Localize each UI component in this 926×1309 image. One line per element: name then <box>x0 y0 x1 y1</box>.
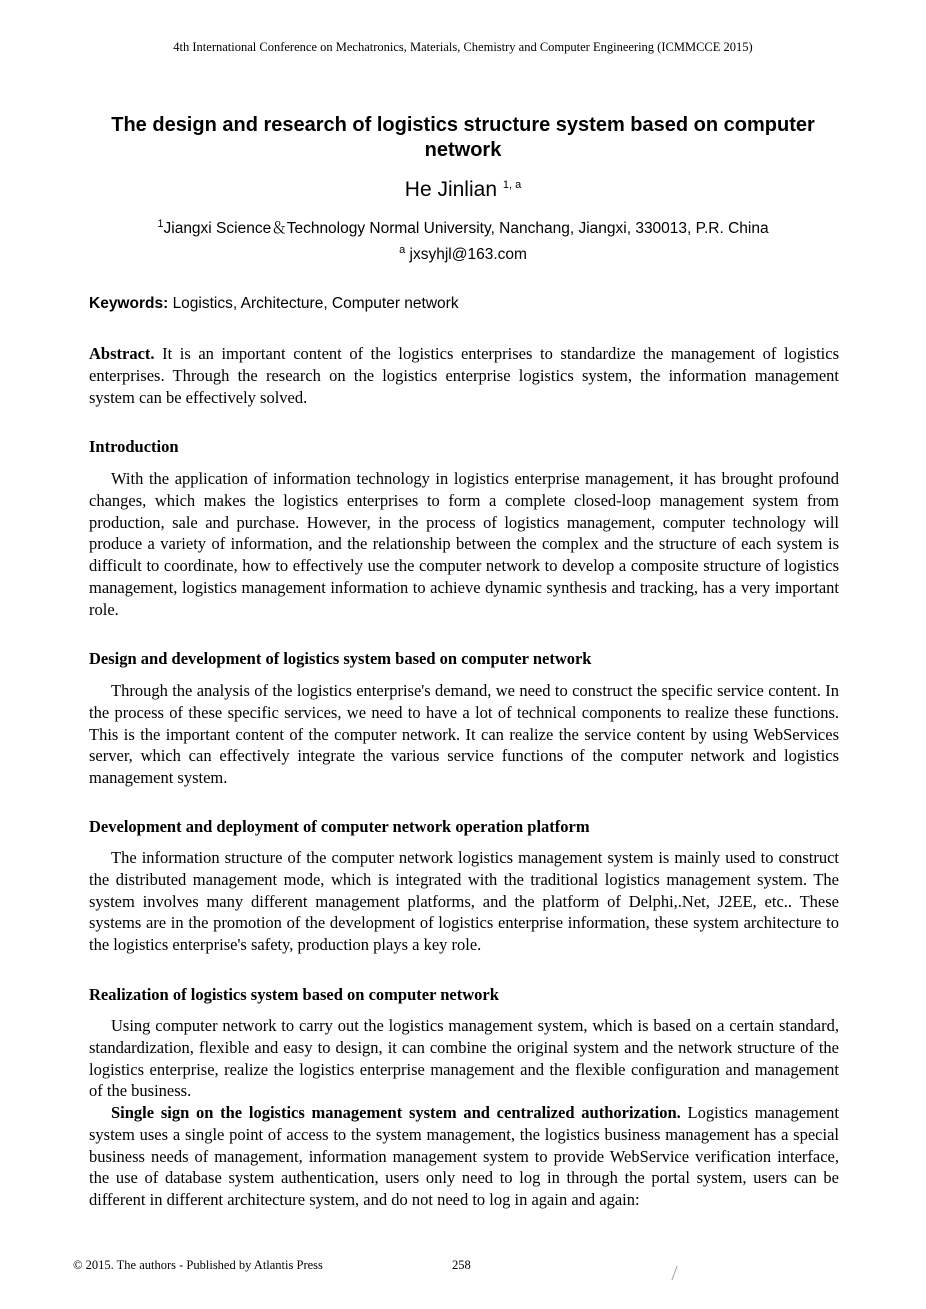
footer-mark <box>671 1266 683 1280</box>
footer-page-number: 258 <box>452 1258 471 1272</box>
sso-paragraph <box>89 1102 839 1211</box>
affiliation-superscript: 1 <box>157 217 164 230</box>
heading-realization: Realization of logistics system based on computer network <box>89 985 499 1004</box>
keywords-label: Keywords: <box>89 295 169 312</box>
introduction-paragraph: With the application of information technology in logistics enterprise management, it has brought profound changes, which makes the logistics enterprises to form a complete closed-loop management system from production, sale and purchase. However, in the process of logistics management, computer technology will produce a variety of information, and the relationship between the complex and the structure of each system is difficult to coordinate, how to effectively use the computer network to develop a composite structure of logistics management, logistics management information to achieve dynamic synthesis and tracking, has a very important role. <box>89 469 839 619</box>
abstract-label: Abstract. <box>89 344 155 363</box>
email-line <box>0 243 926 264</box>
footer-copyright: © 2015. The authors - Published by Atlantis Press <box>73 1258 323 1272</box>
author-superscript: 1, a <box>502 179 522 191</box>
conference-header: 4th International Conference on Mechatronics, Materials, Chemistry and Computer Engineering (ICMMCCE 2015) <box>173 40 753 54</box>
affiliation-line <box>0 216 926 238</box>
email-address[interactable]: jxsyhjl@163.com <box>409 246 527 263</box>
author-line <box>0 178 926 202</box>
sso-text: Logistics management system uses a single point of access to the system management, the logistics business management has a special business needs of management, information management system to provide WebService verification interface, the use of database system authentication, users only need to log in through the portal system, users can be different in different architecture system, and do not need to log in again and again: <box>89 1103 840 1210</box>
keywords-list: Logistics, Architecture, Computer network <box>172 295 459 312</box>
deployment-paragraph: The information structure of the computer network logistics management system is mainly used to construct the distributed management mode, which is integrated with the traditional logistics management system. The system involves many different management platforms, and the platform of Delphi,.Net, J2EE, etc.. These systems are in the promotion of the development of logistics enterprise information, these system architecture to the logistics enterprise's safety, production plays a key role. <box>89 848 839 955</box>
paper-title: The design and research of logistics structure system based on computer network <box>111 114 815 161</box>
affiliation: Jiangxi Science＆Technology Normal University, Nanchang, Jiangxi, 330013, P.R. China <box>163 220 769 237</box>
abstract-text: It is an important content of the logistics enterprises to standardize the management of logistics enterprises. Through the research on the logistics enterprise logistics system, the information management system can be effectively solved. <box>89 344 840 407</box>
email-superscript: a <box>399 243 406 256</box>
abstract <box>89 343 839 408</box>
heading-introduction: Introduction <box>89 437 179 456</box>
author-name: He Jinlian <box>404 178 497 201</box>
realization-paragraph: Using computer network to carry out the logistics management system, which is based on a certain standard, standardization, flexible and easy to design, it can combine the original system and the network structure of the logistics enterprise, realize the logistics enterprise management and the flexible configuration and management of the business. <box>89 1016 839 1101</box>
heading-deployment: Development and deployment of computer network operation platform <box>89 817 590 836</box>
design-paragraph: Through the analysis of the logistics enterprise's demand, we need to construct the specific service content. In the process of these specific services, we need to have a lot of technical components to realize these functions. This is the important content of the computer network. It can realize the service content by using WebServices server, which can effectively integrate the various service functions of the computer network and logistics management system. <box>89 681 839 788</box>
keywords-line <box>89 295 839 313</box>
sso-label: Single sign on the logistics management system and centralized authorization. <box>111 1103 681 1122</box>
heading-design: Design and development of logistics system based on computer network <box>89 649 592 668</box>
